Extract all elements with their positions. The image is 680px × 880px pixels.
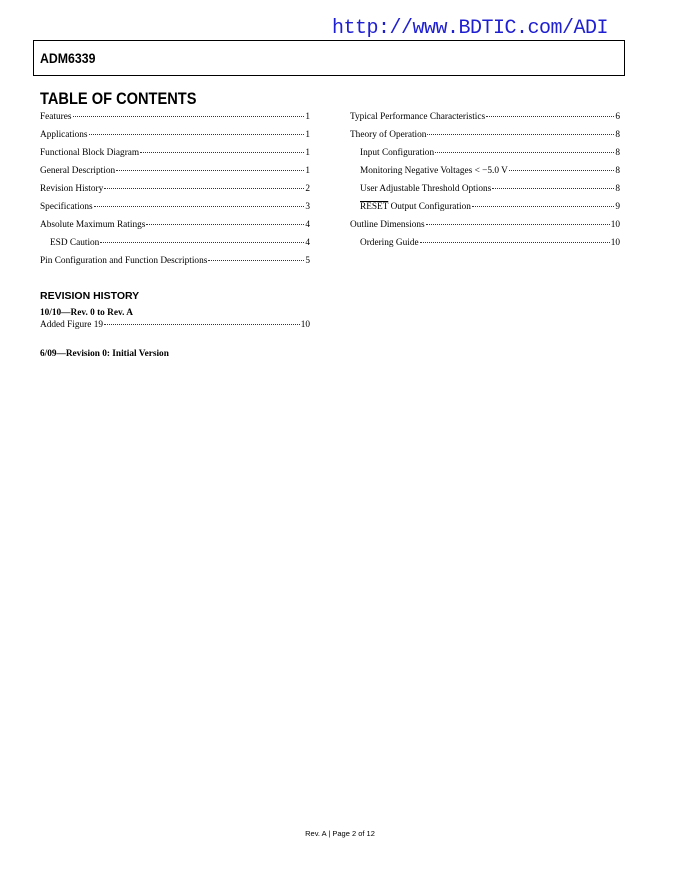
toc-entry-page: 1 (305, 130, 310, 140)
toc-entry-label: Monitoring Negative Voltages < −5.0 V (360, 166, 508, 176)
toc-entry-label: Theory of Operation (350, 130, 427, 140)
toc-entry-outline-dimensions[interactable] (350, 218, 620, 236)
reset-signal-name: RESET (360, 202, 389, 212)
toc-entry-general-description[interactable] (40, 164, 310, 182)
toc-leader (509, 170, 614, 171)
toc-entry-page: 8 (615, 184, 620, 194)
toc-left-column (40, 110, 310, 272)
source-url-link[interactable]: http://www.BDTIC.com/ADI (332, 17, 609, 40)
toc-entry-page: 1 (305, 112, 310, 122)
toc-entry-user-adjustable-threshold[interactable] (350, 182, 620, 200)
toc-entry-typical-performance[interactable] (350, 110, 620, 128)
toc-leader (420, 242, 610, 243)
toc-leader (100, 242, 304, 243)
toc-entry-features[interactable] (40, 110, 310, 128)
toc-entry-label: Ordering Guide (360, 238, 419, 248)
toc-entry-page: 2 (305, 184, 310, 194)
rev-a-item-page: 10 (300, 320, 310, 330)
toc-entry-label: Absolute Maximum Ratings (40, 220, 146, 230)
toc-right-column (350, 110, 620, 254)
toc-entry-ordering-guide[interactable] (350, 236, 620, 254)
toc-entry-page: 10 (610, 238, 620, 248)
document-id: ADM6339 (40, 50, 96, 66)
toc-entry-label: Input Configuration (360, 148, 435, 158)
toc-entry-absolute-maximum-ratings[interactable] (40, 218, 310, 236)
toc-entry-page: 1 (305, 148, 310, 158)
toc-entry-label: Pin Configuration and Function Descriptions (40, 256, 208, 266)
toc-entry-reset-output-configuration[interactable] (350, 200, 620, 218)
toc-leader (427, 134, 614, 135)
toc-entry-functional-block-diagram[interactable] (40, 146, 310, 164)
rev-a-heading: 10/10—Rev. 0 to Rev. A (40, 308, 133, 318)
toc-entry-pin-configuration[interactable] (40, 254, 310, 272)
toc-entry-page: 8 (615, 148, 620, 158)
toc-entry-label: Applications (40, 130, 88, 140)
toc-entry-page: 6 (615, 112, 620, 122)
toc-entry-page: 3 (305, 202, 310, 212)
toc-leader (492, 188, 614, 189)
toc-entry-revision-history[interactable] (40, 182, 310, 200)
toc-entry-label: Outline Dimensions (350, 220, 425, 230)
toc-entry-label (360, 200, 471, 214)
toc-entry-label: Revision History (40, 184, 104, 194)
toc-entry-page: 1 (305, 166, 310, 176)
toc-entry-monitoring-negative-voltages[interactable] (350, 164, 620, 182)
rev-a-item-label: Added Figure 19 (40, 320, 104, 330)
rev-0-heading: 6/09—Revision 0: Initial Version (40, 349, 169, 359)
header-bar (33, 40, 625, 76)
toc-leader (73, 116, 305, 117)
toc-entry-label: ESD Caution (50, 238, 100, 248)
toc-leader (94, 206, 305, 207)
toc-leader (486, 116, 614, 117)
toc-leader (89, 134, 305, 135)
toc-entry-page: 4 (305, 220, 310, 230)
toc-entry-input-configuration[interactable] (350, 146, 620, 164)
page-footer: Rev. A | Page 2 of 12 (305, 829, 375, 838)
toc-entry-theory-of-operation[interactable] (350, 128, 620, 146)
toc-entry-page: 9 (615, 202, 620, 212)
toc-entry-label-rest: Output Configuration (388, 202, 471, 212)
toc-leader (116, 170, 304, 171)
toc-entry-specifications[interactable] (40, 200, 310, 218)
toc-entry-label: Functional Block Diagram (40, 148, 140, 158)
toc-entry-applications[interactable] (40, 128, 310, 146)
toc-entry-label: Specifications (40, 202, 93, 212)
toc-entry-page: 4 (305, 238, 310, 248)
toc-leader (104, 188, 304, 189)
toc-entry-label: Features (40, 112, 72, 122)
toc-leader (140, 152, 304, 153)
toc-entry-label: User Adjustable Threshold Options (360, 184, 492, 194)
toc-leader (208, 260, 304, 261)
toc-entry-page: 8 (615, 166, 620, 176)
toc-leader (472, 206, 614, 207)
toc-leader (146, 224, 304, 225)
toc-entry-label: Typical Performance Characteristics (350, 112, 486, 122)
revision-history-title: REVISION HISTORY (40, 290, 140, 302)
toc-entry-page: 8 (615, 130, 620, 140)
toc-entry-esd-caution[interactable] (40, 236, 310, 254)
toc-entry-label: General Description (40, 166, 116, 176)
toc-leader (104, 324, 300, 325)
toc-entry-page: 5 (305, 256, 310, 266)
toc-entry-page: 10 (610, 220, 620, 230)
rev-a-item[interactable] (40, 320, 310, 330)
toc-title: TABLE OF CONTENTS (40, 89, 197, 108)
toc-leader (426, 224, 610, 225)
toc-leader (435, 152, 614, 153)
